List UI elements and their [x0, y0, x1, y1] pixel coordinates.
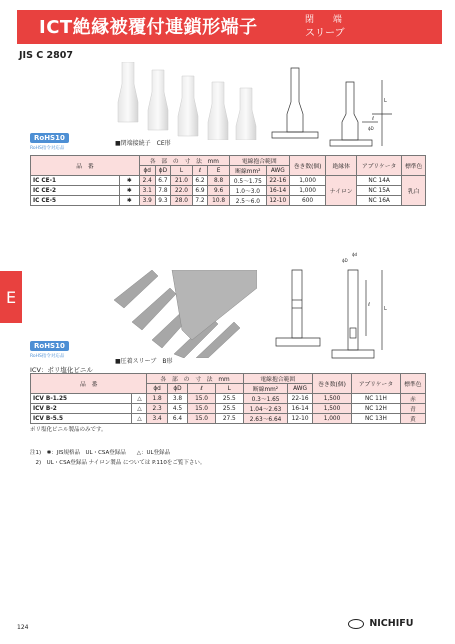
sub-L: L — [171, 166, 192, 176]
col-item: 品 番 — [31, 156, 140, 176]
b-dimension-diagram — [262, 250, 422, 362]
brand-logo — [348, 618, 413, 629]
col-wire: 電線抱合範囲 — [229, 156, 289, 166]
b-spec-table — [30, 373, 426, 424]
page-title: ICT絶縁被覆付連鎖形端子 — [39, 17, 258, 38]
logo-mark-icon — [348, 619, 364, 629]
b-caption: ■圧着スリーブ B形 — [115, 358, 173, 365]
col-dims: 各 部 の 寸 法 mm — [139, 156, 229, 166]
table-row: IC CE-2 ✱ 3.1 7.8 22.0 6.9 9.6 1.0〜3.0 16-14 1,000 NC 15A — [31, 186, 426, 196]
sub-d: ϕd — [147, 384, 167, 394]
page-number: 124 — [17, 624, 29, 631]
sub-awg: AWG — [266, 166, 289, 176]
col-color: 標準色 — [400, 374, 425, 394]
table-row: IC CE-5 ✱ 3.9 9.3 28.0 7.2 10.8 2.5〜6.0 12-10 600 NC 16A — [31, 196, 426, 206]
rohs-subtext: RoHS指令対応品 — [30, 146, 65, 151]
svg-text:ϕd: ϕd — [352, 252, 358, 257]
col-qty: 巻き数(個) — [289, 156, 326, 176]
ce-product-photo — [112, 62, 257, 140]
svg-text:L: L — [384, 306, 387, 312]
col-color: 標準色 — [402, 156, 426, 176]
sub-L: L — [215, 384, 243, 394]
color-value: 乳白 — [402, 176, 426, 206]
b-product-photo — [112, 270, 257, 358]
col-ins: 絶縁体 — [326, 156, 356, 176]
title-side-top: 閉 端 — [305, 15, 350, 25]
svg-text:ϕD: ϕD — [368, 126, 374, 131]
title-banner — [17, 10, 442, 44]
jis-standard: JIS C 2807 — [19, 50, 73, 61]
sub-E: E — [208, 166, 229, 176]
logo-text: NICHIFU — [369, 618, 414, 629]
col-qty: 巻き数(個) — [312, 374, 351, 394]
note-2: 2) UL・CSA登録品 ナイロン製品 については P.110をご覧下さい。 — [30, 460, 206, 466]
sub-mm2: 断線mm² — [243, 384, 288, 394]
ce-dimension-diagram — [262, 62, 422, 150]
svg-text:L: L — [384, 98, 387, 104]
ce-spec-table — [30, 155, 426, 206]
pvc-note: ポリ塩化ビニル製品のみです。 — [30, 427, 107, 433]
sub-awg: AWG — [288, 384, 312, 394]
rohs-badge: RoHS10 — [30, 133, 69, 143]
sub-D: ϕD — [155, 166, 171, 176]
svg-text:ϕD: ϕD — [342, 258, 348, 263]
sub-D: ϕD — [167, 384, 187, 394]
svg-text:ℓ: ℓ — [368, 302, 371, 308]
table-row: IC CE-1 ✱ 2.4 6.7 21.0 6.2 8.8 0.5〜1.75 22-16 1,000 ナイロン NC 14A 乳白 — [31, 176, 426, 186]
sub-l: ℓ — [188, 384, 216, 394]
col-app: アプリケータ — [352, 374, 401, 394]
col-wire: 電線抱合範囲 — [243, 374, 312, 384]
ce-caption: ■閉端接続子 CE形 — [115, 140, 171, 147]
rohs-subtext: RoHS指令対応品 — [30, 354, 65, 359]
svg-text:ℓ: ℓ — [372, 116, 375, 122]
sub-d: ϕd — [139, 166, 155, 176]
table-row: ICV B-5.5 △ 3.4 6.4 15.0 27.5 2.63〜6.64 12-10 1,000 NC 13H 黄 — [31, 414, 426, 424]
col-app: アプリケータ — [356, 156, 401, 176]
sub-l: ℓ — [192, 166, 208, 176]
sub-mm2: 断線mm² — [229, 166, 266, 176]
rohs-badge: RoHS10 — [30, 341, 69, 351]
col-dims: 各 部 の 寸 法 mm — [147, 374, 243, 384]
col-item: 品 番 — [31, 374, 147, 394]
title-side-bottom: スリーブ — [305, 28, 345, 39]
note-1: 注1) ✱：JIS規格品 UL・CSA登録品 △：UL登録品 — [30, 450, 171, 456]
insulator-value: ナイロン — [326, 176, 356, 206]
table-row: ICV B-2 △ 2.3 4.5 15.0 25.5 1.04〜2.63 16-14 1,500 NC 12H 青 — [31, 404, 426, 414]
table-row: ICV B-1.25 △ 1.8 3.8 15.0 25.5 0.3〜1.65 22-16 1,500 NC 11H 赤 — [31, 394, 426, 404]
icv-material: ICV：ポリ塩化ビニル — [30, 366, 93, 374]
section-tab-e: E — [0, 271, 22, 323]
